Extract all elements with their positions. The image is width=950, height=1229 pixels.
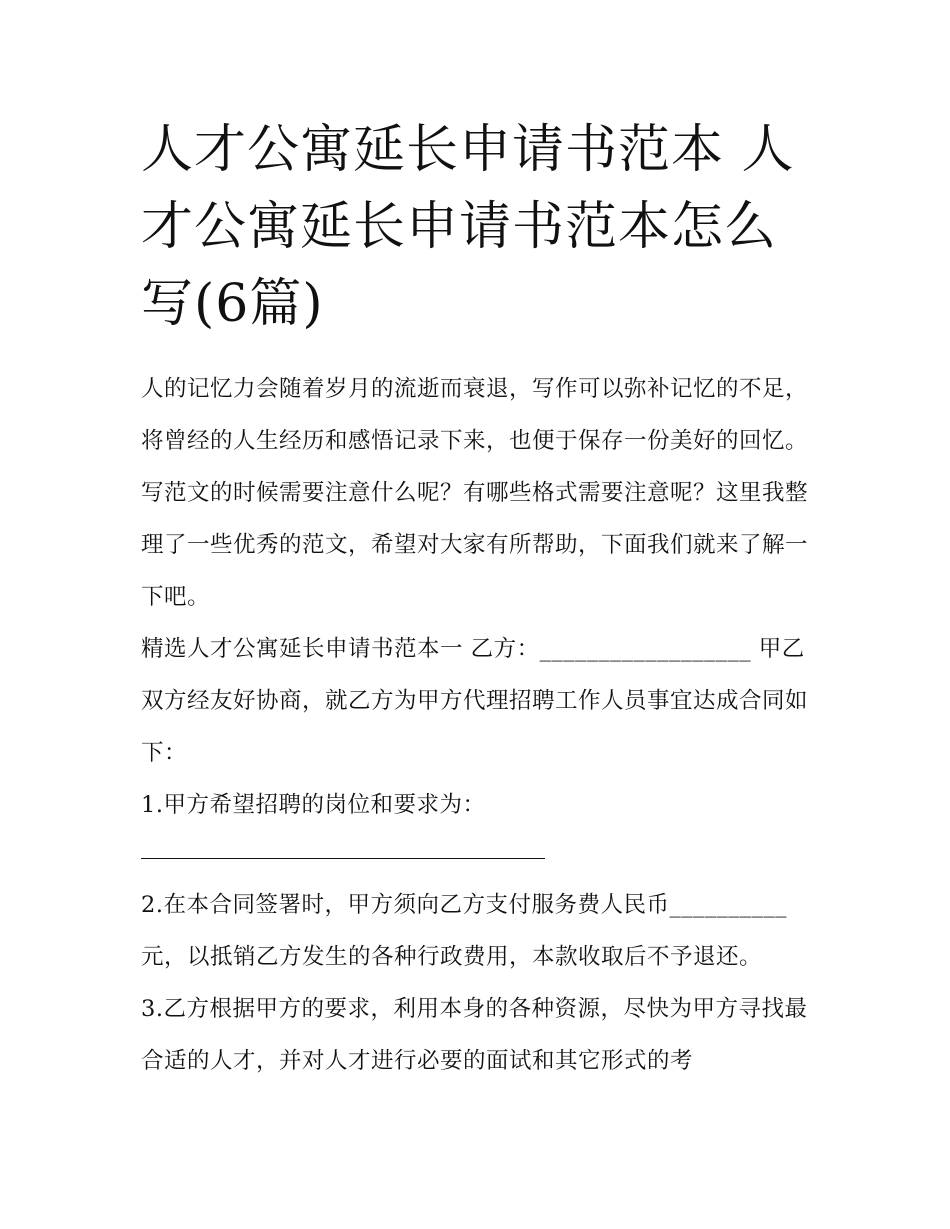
fill-in-blank-line [141, 831, 813, 879]
blank-underline [141, 858, 545, 859]
item-2: 2.在本合同签署时，甲方须向乙方支付服务费人民币__________元，以抵销乙方发生的各种行政费用，本款收取后不予退还。 [141, 892, 787, 970]
document-page [141, 112, 813, 1087]
item-3: 3.乙方根据甲方的要求，利用本身的各种资源，尽快为甲方寻找最合适的人才，并对人才进行必要的面试和其它形式的考 [141, 996, 808, 1074]
section1-opening: 精选人才公寓延长申请书范本一 乙方：__________________ 甲乙双方经友好协商，就乙方为甲方代理招聘工作人员事宜达成合同如下： [141, 636, 809, 766]
item-1: 1.甲方希望招聘的岗位和要求为： [141, 792, 486, 818]
document-title: 人才公寓延长申请书范本 人才公寓延长申请书范本怎么写(6篇) [141, 120, 795, 334]
intro-paragraph: 人的记忆力会随着岁月的流逝而衰退，写作可以弥补记忆的不足，将曾经的人生经历和感悟记录下来，也便于保存一份美好的回忆。写范文的时候需要注意什么呢？有哪些格式需要注意呢？这里我整理了一些优秀的范文，希望对大家有所帮助，下面我们就来了解一下吧。 [141, 376, 809, 610]
